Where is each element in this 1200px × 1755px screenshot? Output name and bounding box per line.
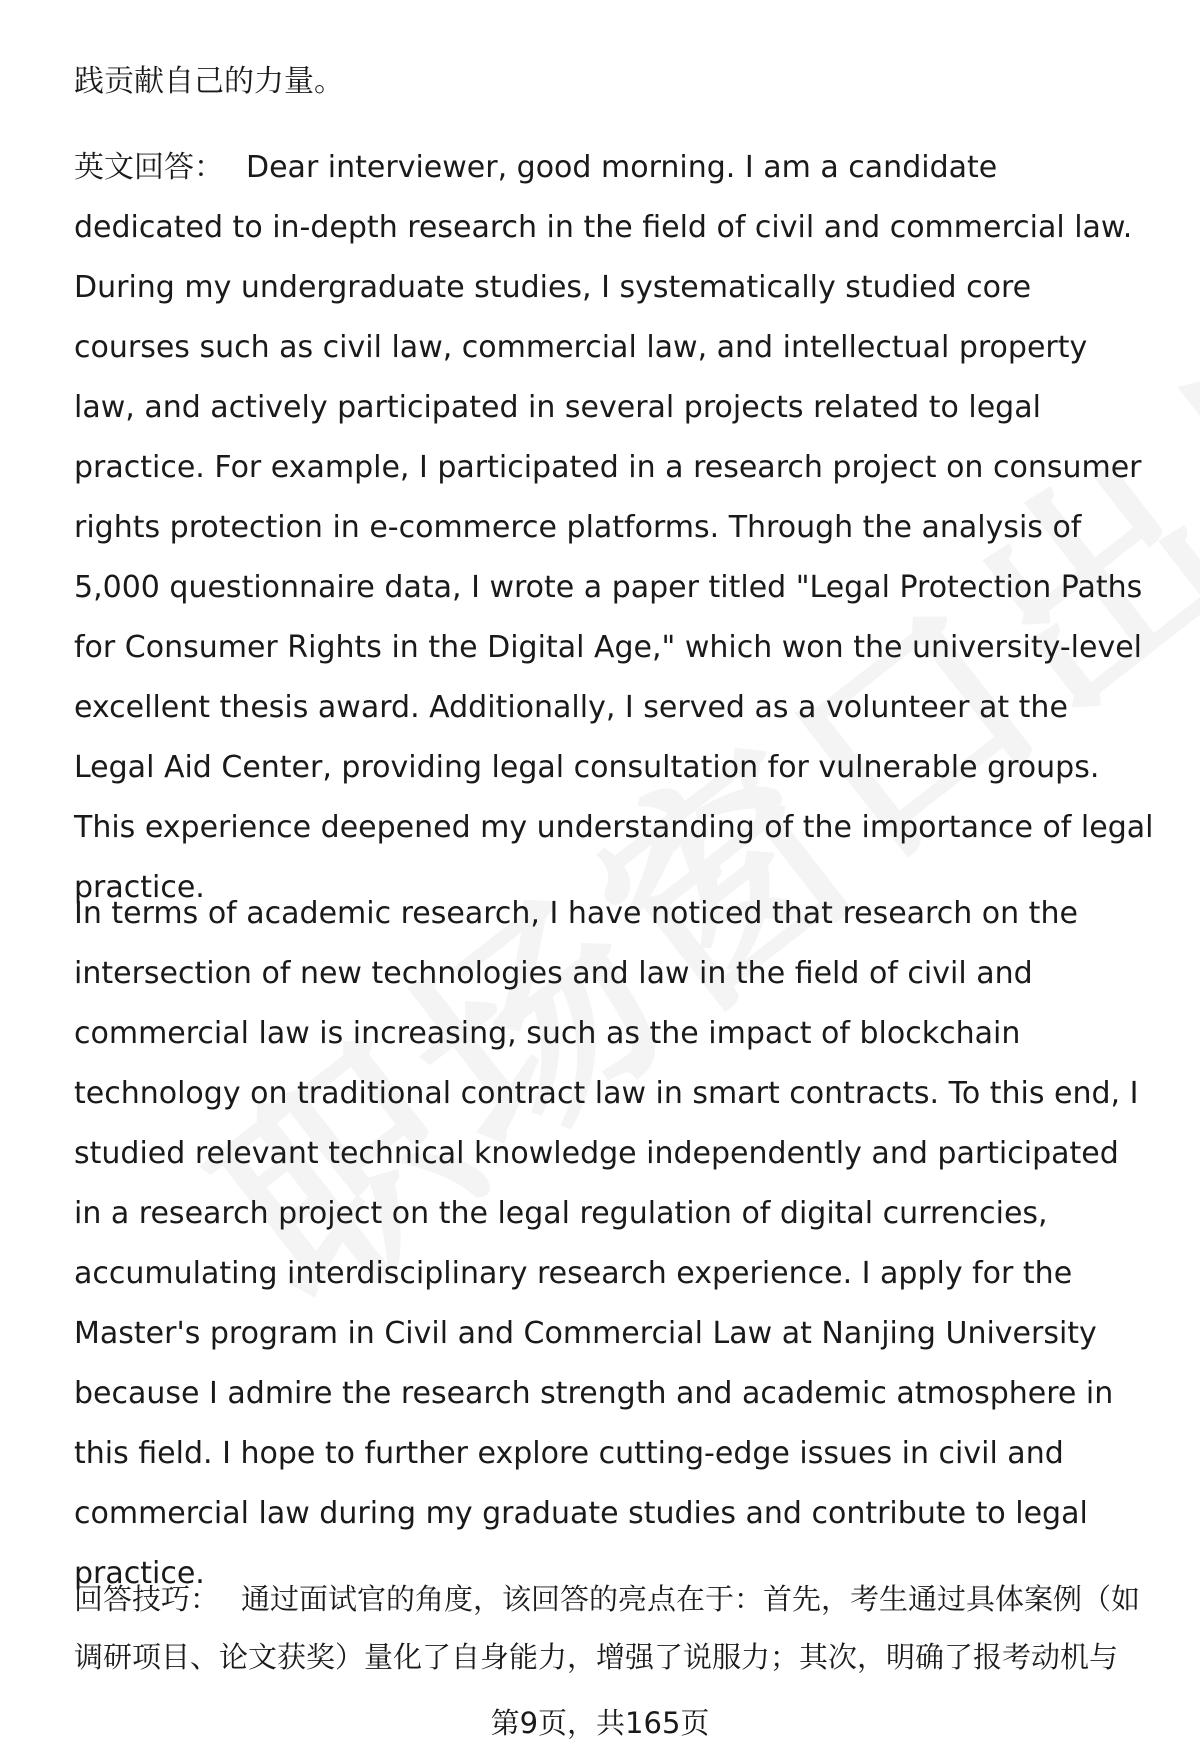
answer-tips-paragraph xyxy=(74,1570,1154,1686)
continued-line: 践贡献自己的力量。 xyxy=(74,64,344,99)
english-answer-text-1: Dear interviewer, good morning. I am a candidate dedicated to in-depth research in the field of civil and commercial law. During my undergraduate studies, I systematically studied core courses such as civil law, commercial law, and intellectual property law, and actively participated in several projects related to legal practice. For example, I participated in a research project on consumer rights protection in e-commerce platforms. Through the analysis of 5,000 questionnaire data, I wrote a paper titled "Legal Protection Paths for Consumer Rights in the Digital Age," which won the university-level excellent thesis award. Additionally, I served as a volunteer at the Legal Aid Center, providing legal consultation for vulnerable groups. This experience deepened my understanding of the importance of legal practice. xyxy=(74,150,1154,905)
page-footer: 第9页，共165页 xyxy=(0,1703,1200,1743)
answer-tips-label: 回答技巧： xyxy=(74,1582,220,1616)
english-answer-paragraph-2: In terms of academic research, I have noticed that research on the intersection of new technologies and law in the field of civil and commercial law is increasing, such as the impact of blockchain technology on traditional contract law in smart contracts. To this end, I studied relevant technical knowledge independently and participated in a research project on the legal regulation of digital currencies, accumulating interdisciplinary research experience. I apply for the Master's program in Civil and Commercial Law at Nanjing University because I admire the research strength and academic atmosphere in this field. I hope to further explore cutting-edge issues in civil and commercial law during my graduate studies and contribute to legal practice. xyxy=(74,896,1139,1591)
answer-tips-text: 通过面试官的角度，该回答的亮点在于：首先，考生通过具体案例（如调研项目、论文获奖）量化了自身能力，增强了说服力；其次，明确了报考动机与 xyxy=(74,1582,1141,1674)
english-answer-paragraph-1 xyxy=(74,138,1154,918)
english-answer-label: 英文回答： xyxy=(74,150,224,185)
